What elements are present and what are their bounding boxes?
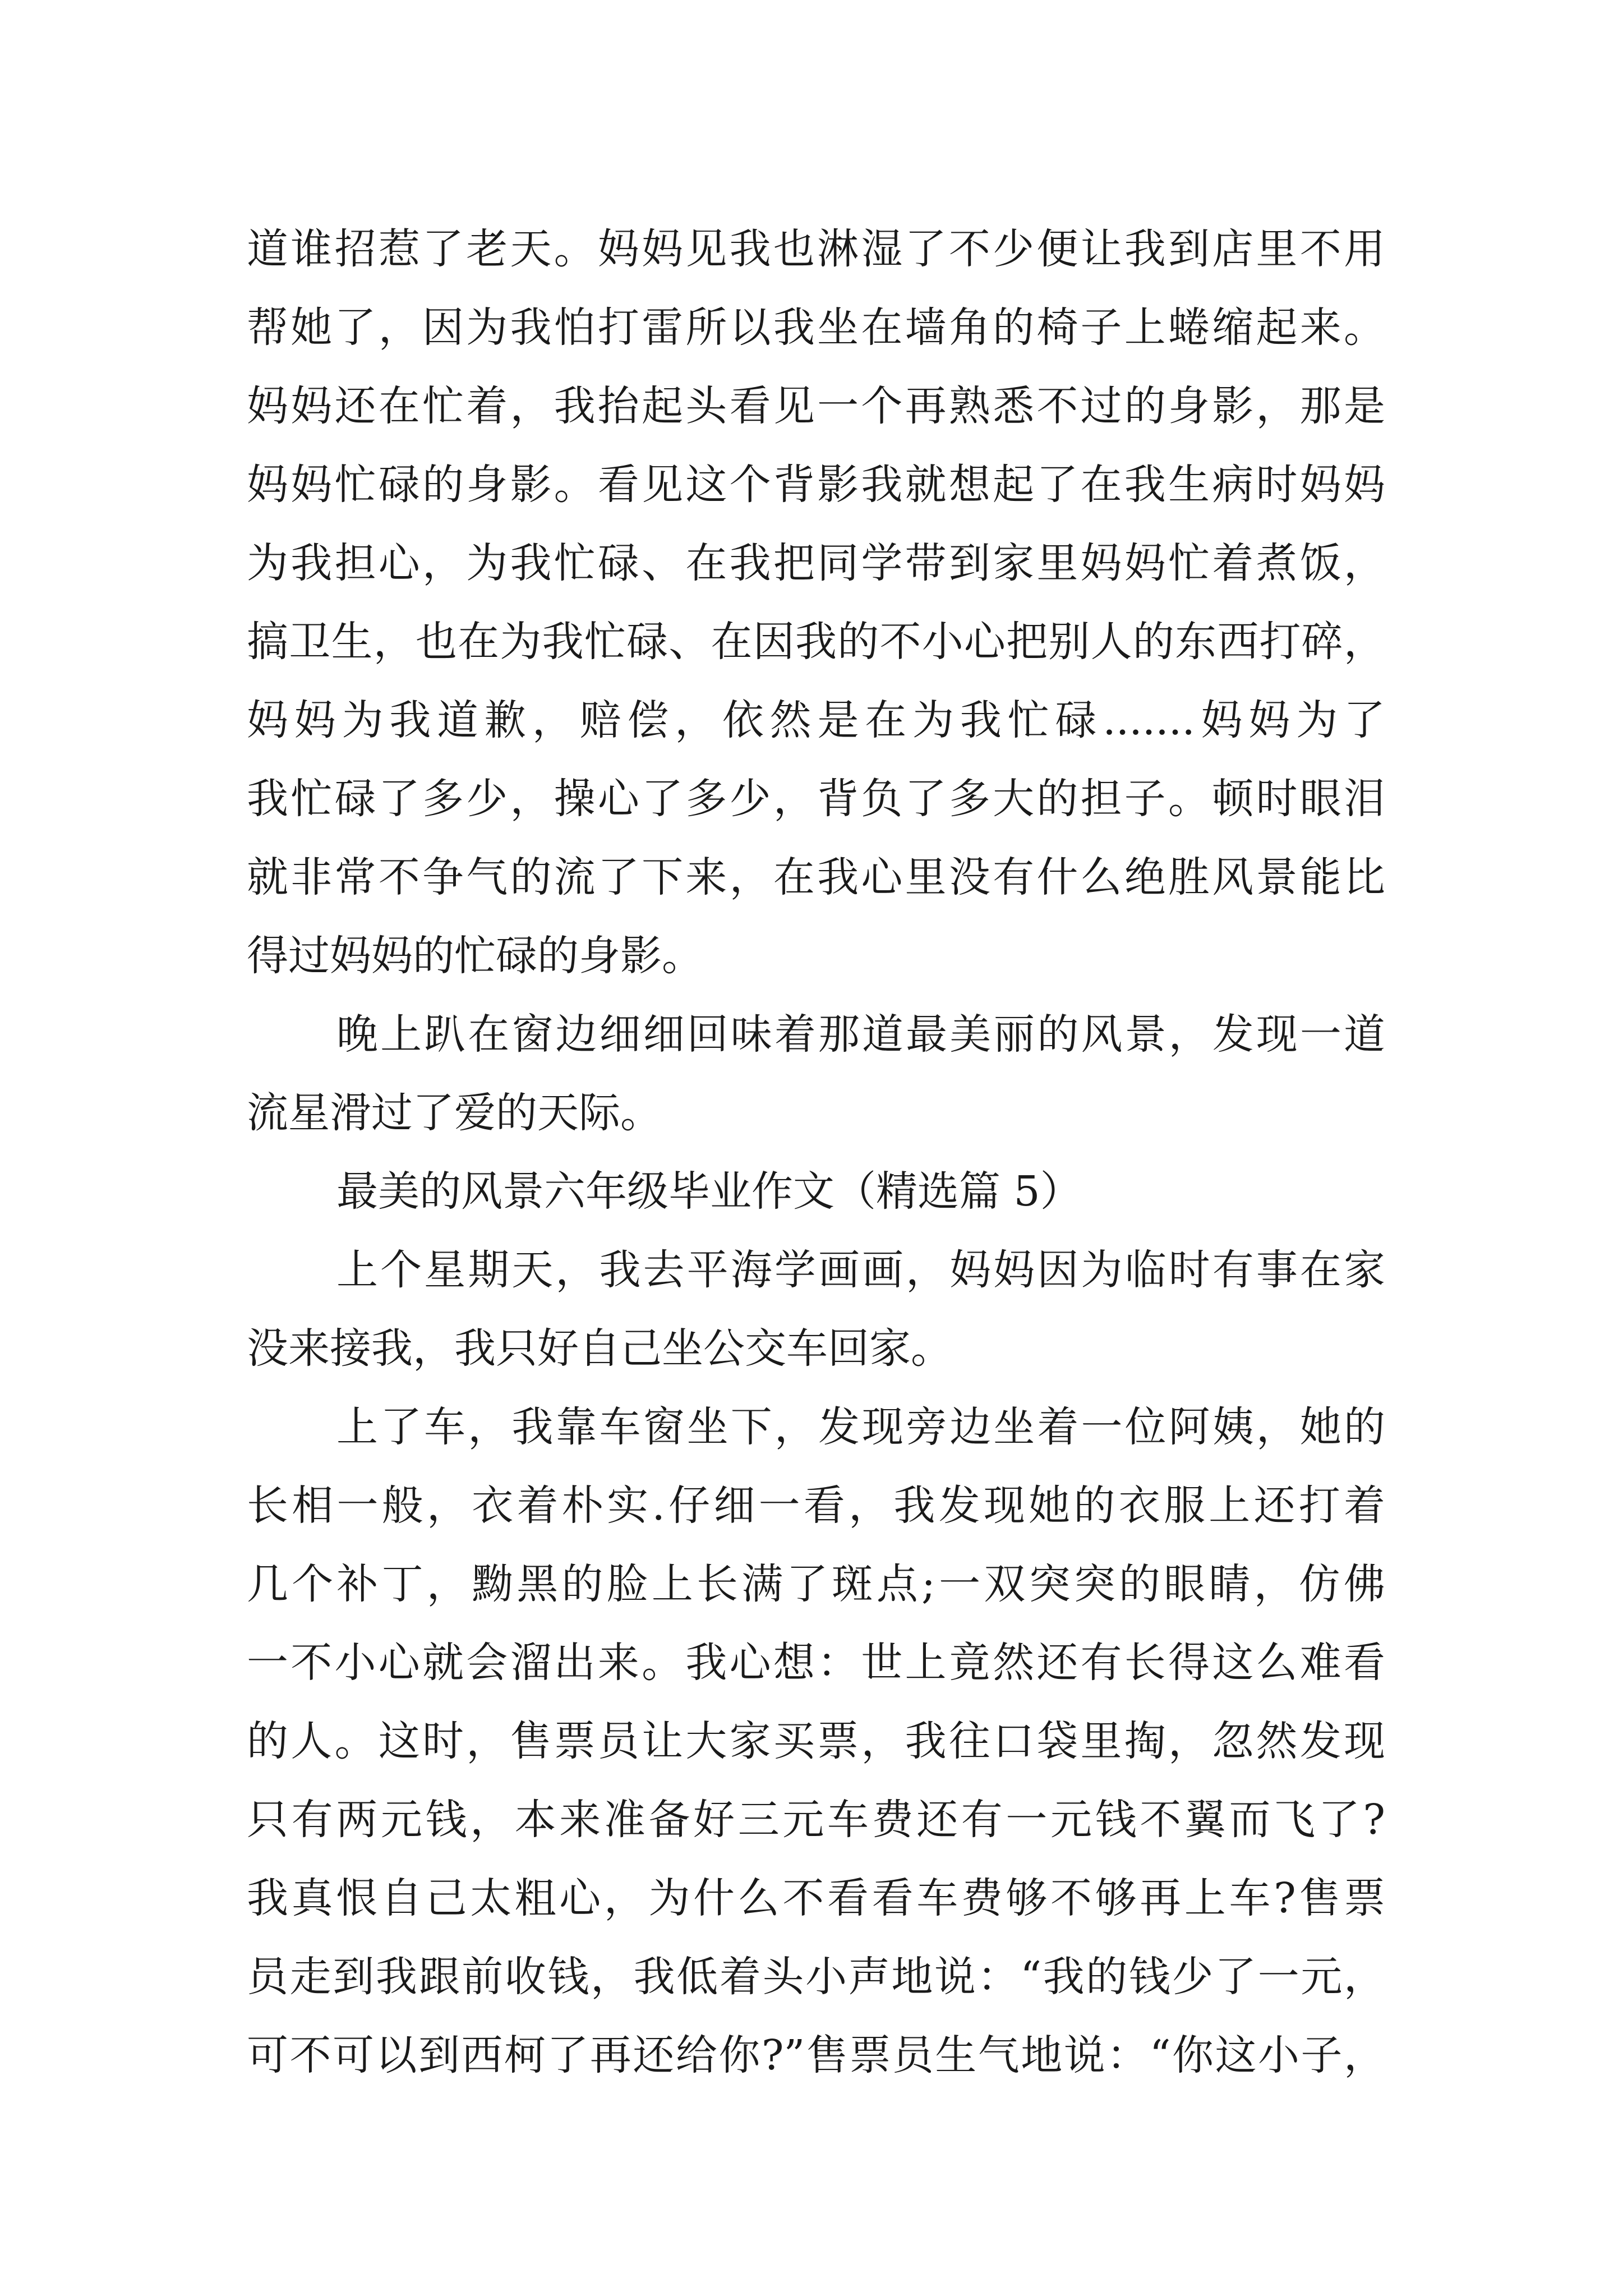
text-line: 道谁招惹了老天。妈妈见我也淋湿了不少便让我到店里不用 [247, 225, 1385, 273]
text-line: 流星滑过了爱的天际。 [247, 1089, 662, 1137]
text-line: 搞卫生，也在为我忙碌、在因我的不小心把别人的东西打碎， [247, 618, 1385, 666]
text-line: 我真恨自己太粗心，为什么不看看车费够不够再上车?售票 [247, 1874, 1385, 1922]
text-line: 我忙碌了多少，操心了多少，背负了多大的担子。顿时眼泪 [247, 775, 1385, 823]
text-line: 妈妈忙碌的身影。看见这个背影我就想起了在我生病时妈妈 [247, 461, 1385, 509]
text-line: 几个补丁，黝黑的脸上长满了斑点;一双突突的眼睛，仿佛 [247, 1560, 1385, 1608]
text-line: 的人。这时，售票员让大家买票，我往口袋里掏，忽然发现 [247, 1717, 1385, 1765]
text-line: 妈妈还在忙着，我抬起头看见一个再熟悉不过的身影，那是 [247, 382, 1385, 430]
text-line: 就非常不争气的流了下来，在我心里没有什么绝胜风景能比 [247, 853, 1385, 901]
text-line: 只有两元钱，本来准备好三元车费还有一元钱不翼而飞了? [247, 1796, 1385, 1844]
paragraph-first-line: 上了车，我靠车窗坐下，发现旁边坐着一位阿姨，她的 [336, 1403, 1385, 1451]
text-line: 没来接我，我只好自己坐公交车回家。 [247, 1324, 952, 1373]
section-heading: 最美的风景六年级毕业作文（精选篇 5） [336, 1167, 1082, 1216]
text-line: 员走到我跟前收钱，我低着头小声地说：“我的钱少了一元， [247, 1953, 1385, 2001]
text-line: 长相一般，衣着朴实.仔细一看，我发现她的衣服上还打着 [247, 1481, 1385, 1530]
text-line: 得过妈妈的忙碌的身影。 [247, 932, 703, 980]
text-line: 一不小心就会溜出来。我心想：世上竟然还有长得这么难看 [247, 1639, 1385, 1687]
paragraph-first-line: 晚上趴在窗边细细回味着那道最美丽的风景，发现一道 [336, 1010, 1385, 1059]
text-line: 妈妈为我道歉，赔偿，依然是在为我忙碌.......妈妈为了 [247, 696, 1385, 744]
text-line: 可不可以到西柯了再还给你?”售票员生气地说：“你这小子， [247, 2031, 1385, 2079]
paragraph-first-line: 上个星期天，我去平海学画画，妈妈因为临时有事在家 [336, 1246, 1385, 1294]
text-line: 帮她了，因为我怕打雷所以我坐在墙角的椅子上蜷缩起来。 [247, 303, 1385, 352]
text-line: 为我担心，为我忙碌、在我把同学带到家里妈妈忙着煮饭， [247, 539, 1385, 587]
